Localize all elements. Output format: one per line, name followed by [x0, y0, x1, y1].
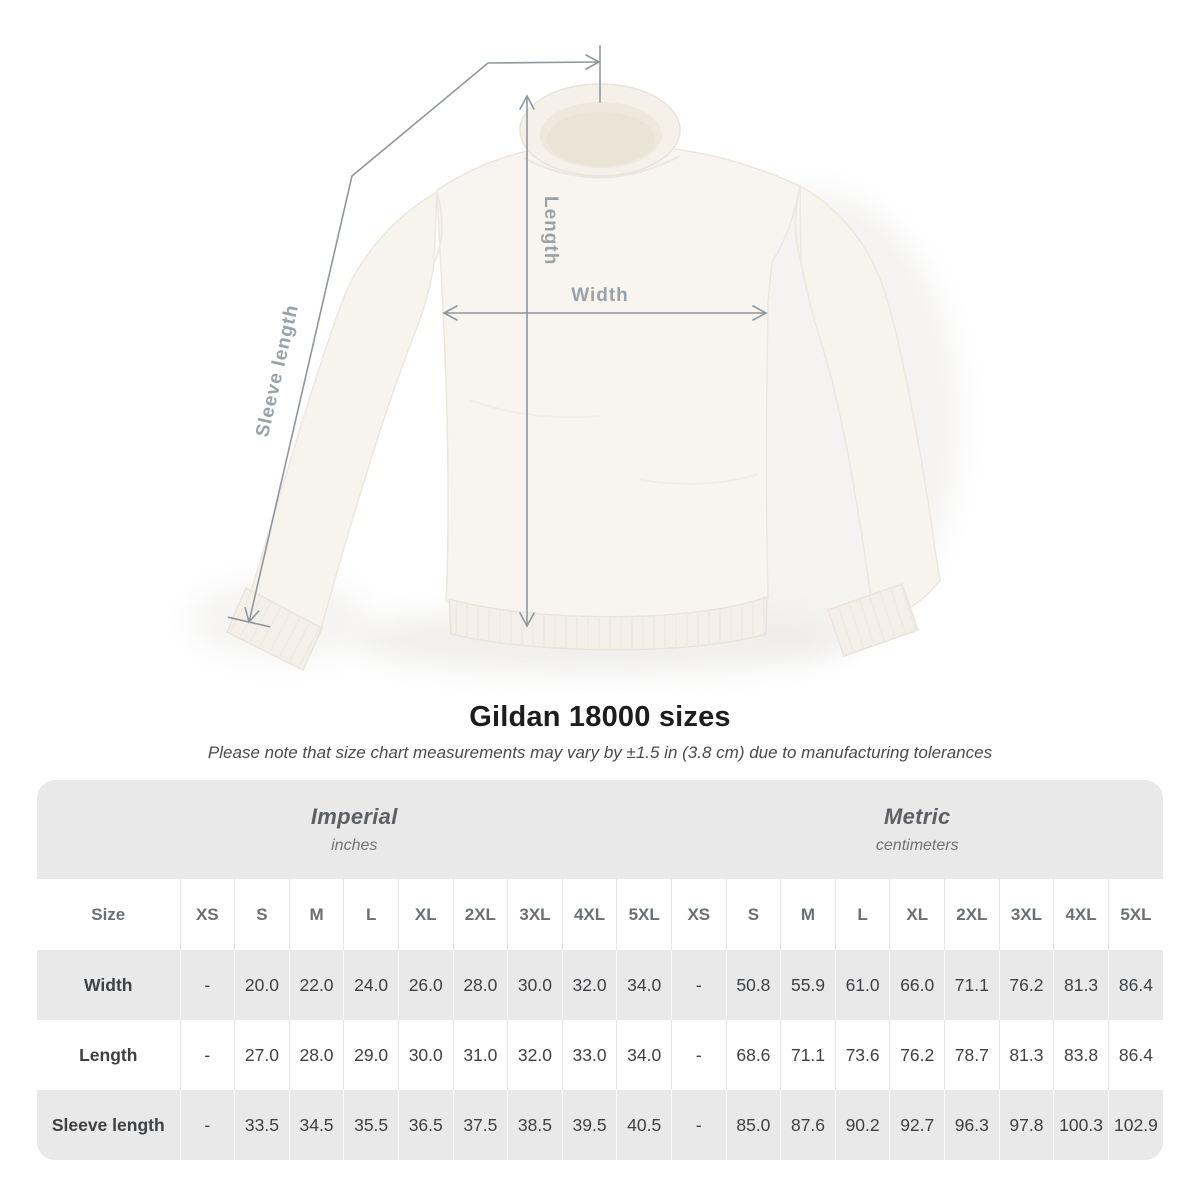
imperial-value-cell: 37.5	[453, 1090, 508, 1160]
sleeve-length-dimension-label: Sleeve length	[252, 302, 304, 440]
imperial-value-cell: 26.0	[398, 950, 453, 1020]
measurement-row-header: Length	[79, 1044, 138, 1065]
metric-value-cell: 100.3	[1054, 1090, 1109, 1160]
metric-value-cell: -	[671, 1090, 726, 1160]
size-col-header: L	[344, 879, 399, 950]
size-col-header: 5XL	[1108, 879, 1163, 950]
size-col-header: M	[289, 879, 344, 950]
metric-value-cell: 71.1	[945, 950, 1000, 1020]
metric-value-cell: 87.6	[781, 1090, 836, 1160]
measurement-row-header: Sleeve length	[51, 1114, 165, 1135]
size-col-header: L	[835, 879, 890, 950]
metric-value-cell: 97.8	[999, 1090, 1054, 1160]
imperial-value-cell: 29.0	[344, 1020, 399, 1090]
imperial-value-cell: -	[180, 1020, 235, 1090]
imperial-value-cell: 20.0	[235, 950, 290, 1020]
metric-value-cell: 68.6	[726, 1020, 781, 1090]
size-col-header: XS	[180, 879, 235, 950]
imperial-value-cell: 30.0	[508, 950, 563, 1020]
size-table	[37, 780, 1163, 1160]
table-row-length	[37, 1020, 1163, 1090]
metric-value-cell: 86.4	[1108, 1020, 1163, 1090]
size-col-header: 3XL	[999, 879, 1054, 950]
metric-unit-label: centimeters	[875, 837, 959, 854]
imperial-value-cell: 36.5	[398, 1090, 453, 1160]
metric-value-cell: 76.2	[999, 950, 1054, 1020]
imperial-value-cell: 28.0	[289, 1020, 344, 1090]
imperial-unit-label: inches	[331, 837, 378, 854]
metric-value-cell: 78.7	[945, 1020, 1000, 1090]
metric-value-cell: 71.1	[781, 1020, 836, 1090]
imperial-value-cell: 33.0	[562, 1020, 617, 1090]
metric-value-cell: 66.0	[890, 950, 945, 1020]
unit-group-row	[37, 780, 1163, 879]
metric-group-header	[671, 780, 1163, 879]
imperial-value-cell: 39.5	[562, 1090, 617, 1160]
metric-value-cell: -	[671, 1020, 726, 1090]
imperial-value-cell: -	[180, 950, 235, 1020]
size-col-header: 4XL	[1054, 879, 1109, 950]
imperial-value-cell: 22.0	[289, 950, 344, 1020]
size-col-header: S	[235, 879, 290, 950]
length-dimension-label: Length	[540, 196, 561, 266]
metric-value-cell: 102.9	[1108, 1090, 1163, 1160]
tolerance-note: Please note that size chart measurements may vary by ±1.5 in (3.8 cm) due to manufacturing tolerances	[207, 743, 993, 762]
size-col-header: S	[726, 879, 781, 950]
width-dimension-label: Width	[571, 285, 629, 306]
imperial-value-cell: 34.0	[617, 1020, 672, 1090]
imperial-value-cell: 35.5	[344, 1090, 399, 1160]
imperial-value-cell: 30.0	[398, 1020, 453, 1090]
size-col-header: 2XL	[945, 879, 1000, 950]
imperial-value-cell: 27.0	[235, 1020, 290, 1090]
metric-value-cell: 83.8	[1054, 1020, 1109, 1090]
imperial-value-cell: 34.5	[289, 1090, 344, 1160]
page-title: Gildan 18000 sizes	[469, 701, 731, 733]
size-col-header: XS	[671, 879, 726, 950]
table-row-width	[37, 950, 1163, 1020]
measurement-row-header: Width	[84, 974, 133, 995]
imperial-value-cell: 33.5	[235, 1090, 290, 1160]
size-col-header: 5XL	[617, 879, 672, 950]
metric-value-cell: 76.2	[890, 1020, 945, 1090]
metric-value-cell: 86.4	[1108, 950, 1163, 1020]
imperial-value-cell: 31.0	[453, 1020, 508, 1090]
metric-value-cell: 81.3	[1054, 950, 1109, 1020]
metric-value-cell: 50.8	[726, 950, 781, 1020]
metric-value-cell: 85.0	[726, 1090, 781, 1160]
metric-value-cell: 96.3	[945, 1090, 1000, 1160]
size-table-grid	[37, 780, 1163, 1160]
imperial-value-cell: 24.0	[344, 950, 399, 1020]
imperial-value-cell: 28.0	[453, 950, 508, 1020]
imperial-value-cell: 40.5	[617, 1090, 672, 1160]
imperial-value-cell: 32.0	[508, 1020, 563, 1090]
table-row-sleeve-length	[37, 1090, 1163, 1160]
metric-value-cell: 92.7	[890, 1090, 945, 1160]
imperial-value-cell: 34.0	[617, 950, 672, 1020]
metric-value-cell: -	[671, 950, 726, 1020]
size-corner-header: Size	[91, 904, 126, 924]
size-header-row	[37, 879, 1163, 950]
size-col-header: XL	[398, 879, 453, 950]
metric-value-cell: 55.9	[781, 950, 836, 1020]
metric-value-cell: 73.6	[835, 1020, 890, 1090]
size-col-header: XL	[890, 879, 945, 950]
imperial-value-cell: 32.0	[562, 950, 617, 1020]
metric-value-cell: 61.0	[835, 950, 890, 1020]
size-col-header: 2XL	[453, 879, 508, 950]
imperial-value-cell: 38.5	[508, 1090, 563, 1160]
size-col-header: 3XL	[508, 879, 563, 950]
size-col-header: M	[781, 879, 836, 950]
imperial-group-header	[37, 780, 671, 879]
metric-value-cell: 90.2	[835, 1090, 890, 1160]
metric-value-cell: 81.3	[999, 1020, 1054, 1090]
imperial-value-cell: -	[180, 1090, 235, 1160]
imperial-label: Imperial	[310, 804, 398, 829]
metric-label: Metric	[883, 804, 951, 829]
body	[437, 146, 800, 628]
size-col-header: 4XL	[562, 879, 617, 950]
